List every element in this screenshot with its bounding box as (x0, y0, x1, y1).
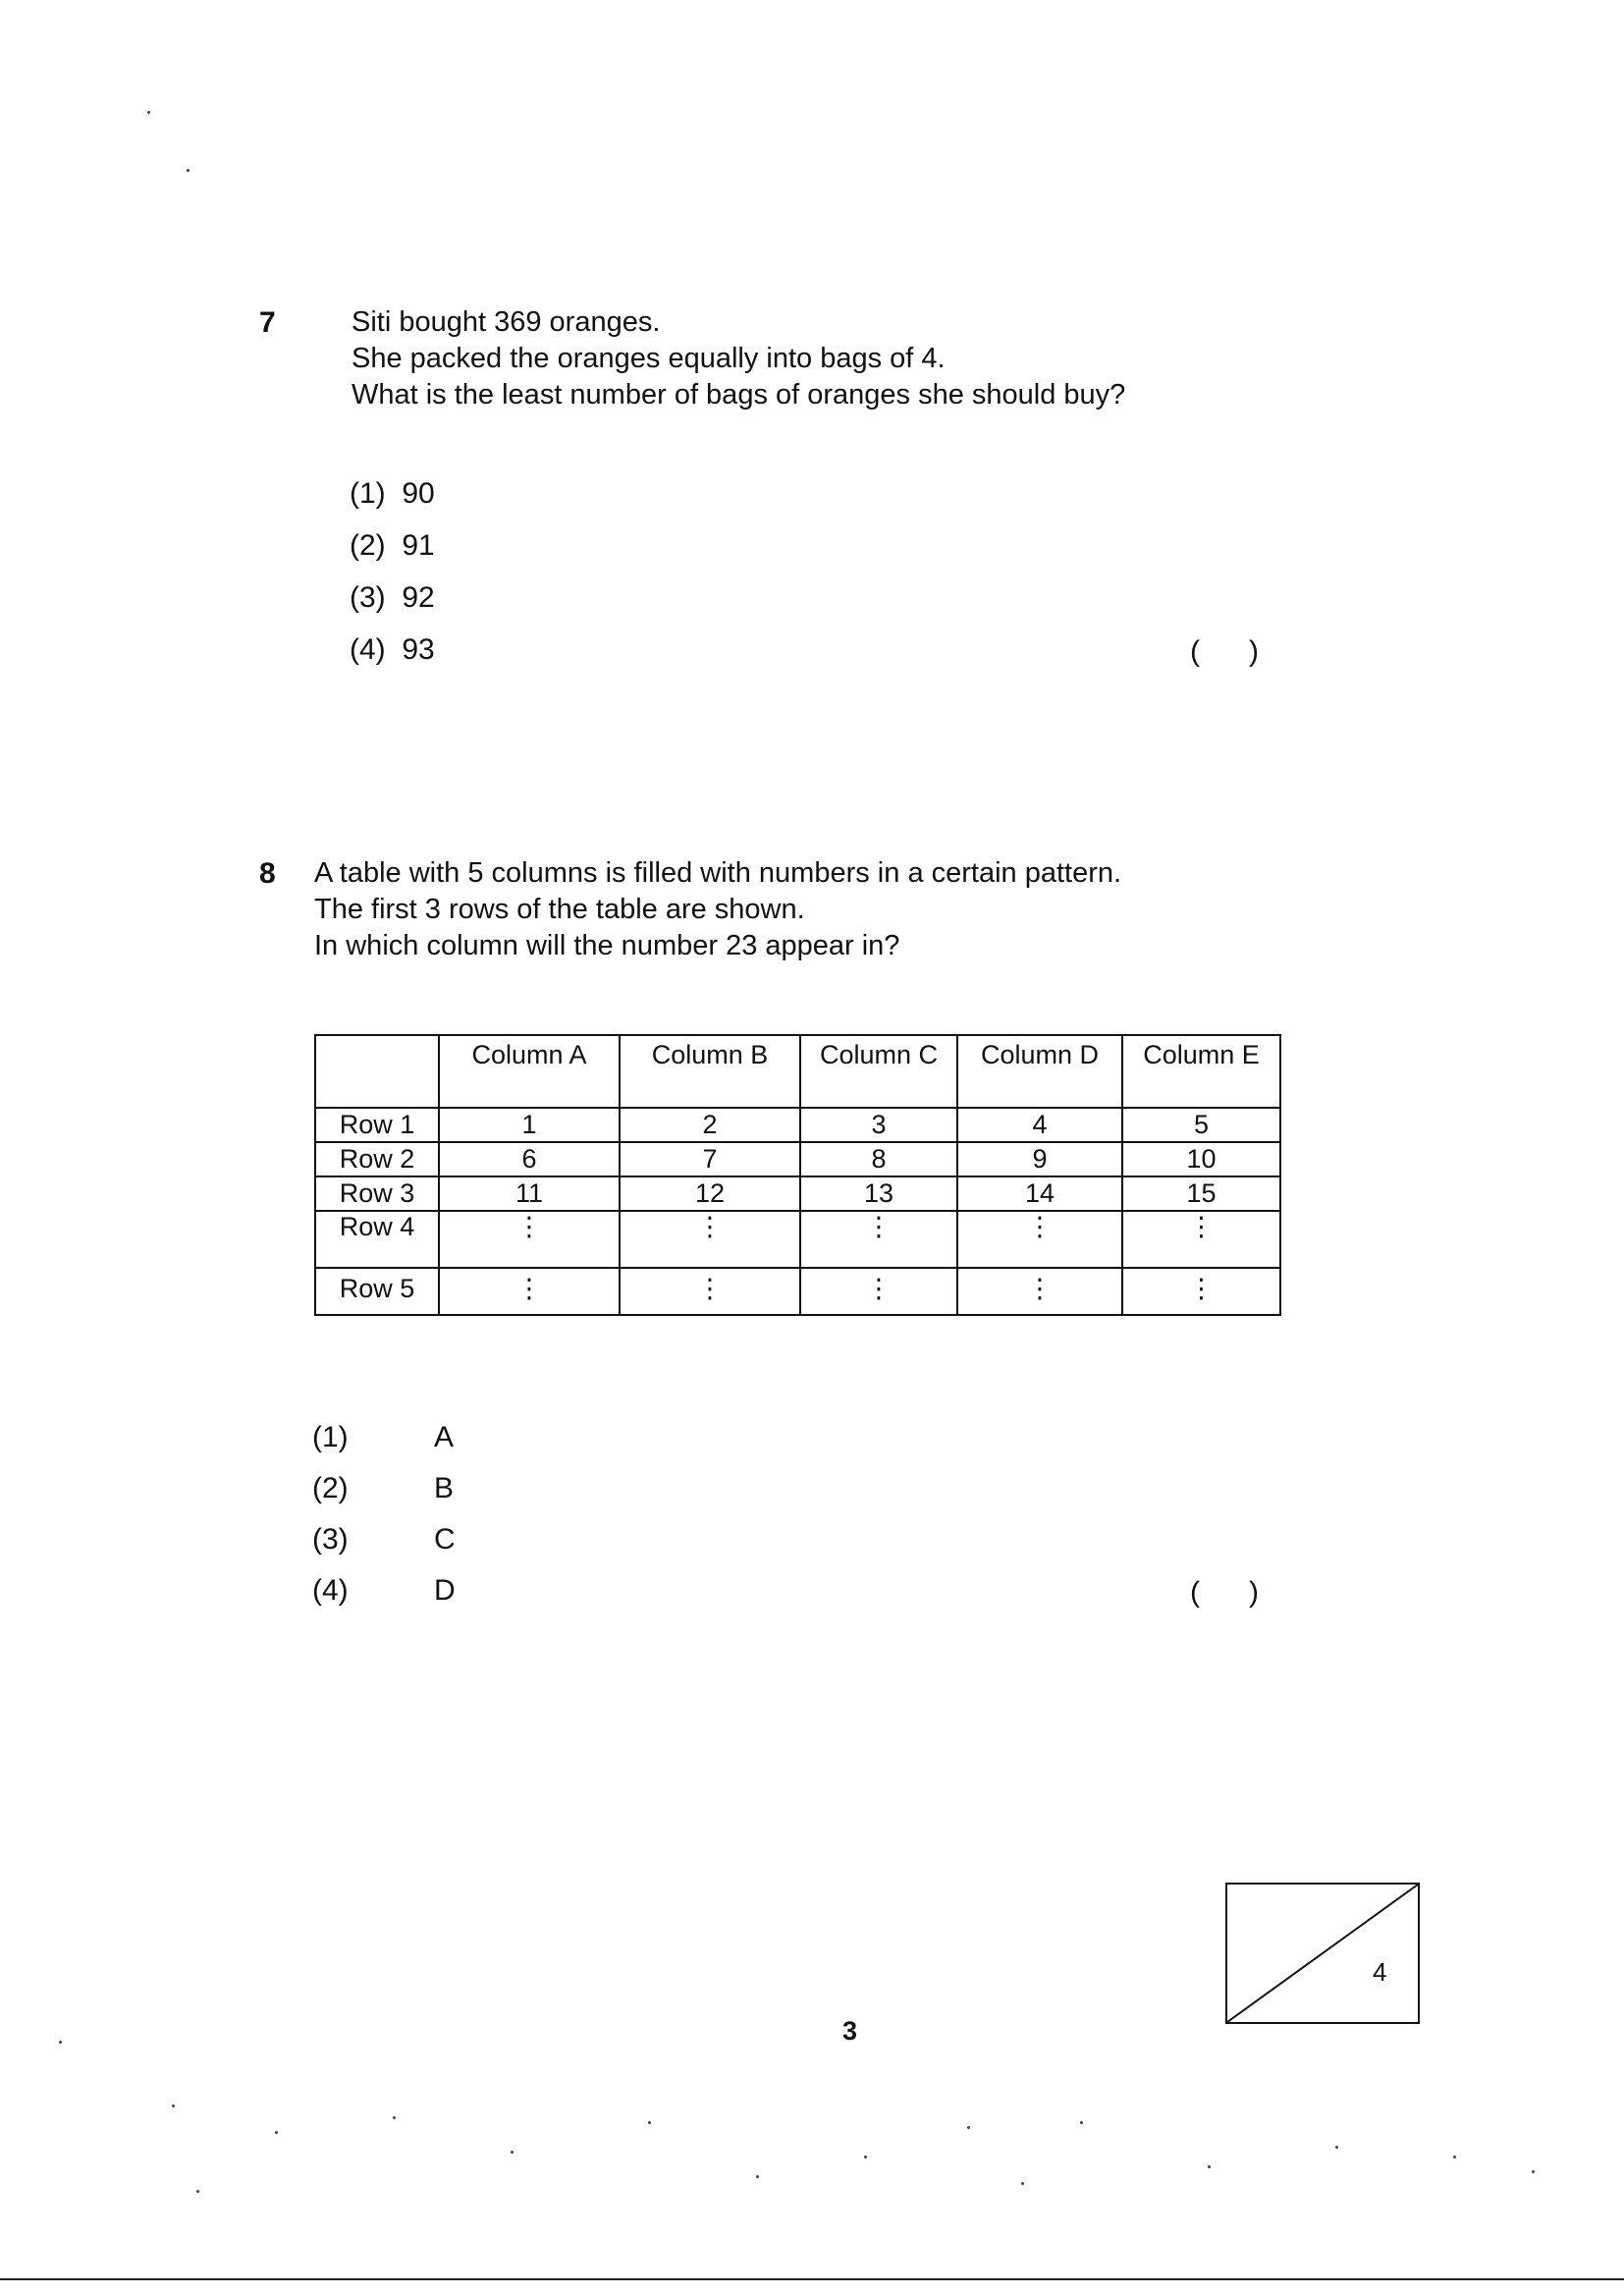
marks-box (1225, 1883, 1420, 2024)
table-corner-cell (315, 1035, 439, 1108)
table-cell: 14 (957, 1176, 1122, 1211)
option-value: 91 (402, 529, 435, 562)
question-7-answer-bracket[interactable]: ( ) (1190, 635, 1259, 668)
question-7-line: She packed the oranges equally into bags of 4. (352, 343, 946, 374)
scan-speck (147, 111, 150, 114)
column-header: Column C (800, 1035, 957, 1108)
column-header: Column E (1122, 1035, 1280, 1108)
question-8-option[interactable] (312, 1523, 456, 1557)
option-value: B (434, 1472, 455, 1504)
question-8-line: The first 3 rows of the table are shown. (314, 894, 805, 925)
question-8-option[interactable] (312, 1421, 455, 1454)
scan-speck (756, 2175, 759, 2178)
table-cell: 4 (957, 1108, 1122, 1142)
scan-speck (393, 2116, 396, 2119)
scan-speck (1208, 2165, 1211, 2168)
table-cell: 1 (439, 1108, 620, 1142)
question-8-number: 8 (259, 857, 276, 890)
column-header: Column A (439, 1035, 620, 1108)
row-header: Row 1 (315, 1108, 439, 1142)
scan-speck (1335, 2146, 1338, 2149)
row-header: Row 2 (315, 1142, 439, 1176)
option-value: 93 (402, 633, 435, 666)
table-cell: ⋮ (1122, 1211, 1280, 1268)
scan-speck (172, 2105, 175, 2107)
scan-speck (1453, 2156, 1456, 2159)
option-label: (3) (350, 581, 386, 614)
option-label: (2) (350, 529, 386, 562)
option-value: 90 (402, 477, 435, 510)
question-8-option[interactable] (312, 1574, 456, 1608)
column-header: Column B (620, 1035, 800, 1108)
scan-speck (511, 2151, 514, 2154)
row-header: Row 5 (315, 1268, 439, 1315)
scan-speck (275, 2131, 278, 2134)
table-row (315, 1108, 1280, 1142)
question-7-line: What is the least number of bags of oranges she should buy? (352, 379, 1126, 410)
table-cell: ⋮ (957, 1268, 1122, 1315)
question-7-option[interactable] (350, 633, 435, 667)
table-cell: 9 (957, 1142, 1122, 1176)
scan-speck (648, 2121, 651, 2124)
option-value: 92 (402, 581, 435, 614)
page-number: 3 (842, 2016, 858, 2046)
scan-speck (1021, 2182, 1024, 2185)
table-cell: ⋮ (1122, 1268, 1280, 1315)
scan-speck (59, 2041, 62, 2044)
question-7-option[interactable] (350, 529, 435, 563)
question-8-option[interactable] (312, 1472, 455, 1505)
scan-speck (1080, 2121, 1083, 2124)
scan-speck (967, 2126, 970, 2129)
question-8-text (314, 855, 1121, 964)
question-7-number: 7 (259, 306, 276, 339)
option-label: (1) (350, 477, 386, 510)
question-8-line: In which column will the number 23 appear in? (314, 930, 900, 961)
option-value: C (434, 1523, 456, 1556)
scan-speck (1532, 2170, 1535, 2173)
scan-speck (864, 2156, 867, 2159)
row-header: Row 4 (315, 1211, 439, 1268)
scan-speck (187, 169, 189, 172)
option-label: (4) (350, 633, 386, 666)
number-pattern-table (314, 1034, 1281, 1316)
option-label: (3) (312, 1523, 349, 1556)
table-cell: ⋮ (439, 1211, 620, 1268)
question-7-text (352, 304, 1125, 413)
table-cell: 15 (1122, 1176, 1280, 1211)
table-cell: 5 (1122, 1108, 1280, 1142)
table-cell: ⋮ (439, 1268, 620, 1315)
table-row (315, 1176, 1280, 1211)
table-cell: 8 (800, 1142, 957, 1176)
page-bottom-rule (0, 2278, 1624, 2280)
table-cell: ⋮ (800, 1211, 957, 1268)
question-7-option[interactable] (350, 477, 435, 511)
table-cell: 12 (620, 1176, 800, 1211)
marks-box-diagonal (1225, 1883, 1420, 2024)
table-cell: 3 (800, 1108, 957, 1142)
question-7-option[interactable] (350, 581, 435, 615)
table-cell: 13 (800, 1176, 957, 1211)
table-cell: 10 (1122, 1142, 1280, 1176)
scan-speck (196, 2190, 199, 2193)
option-value: D (434, 1574, 456, 1607)
option-label: (1) (312, 1421, 349, 1453)
option-value: A (434, 1421, 455, 1453)
question-7-line: Siti bought 369 oranges. (352, 306, 661, 338)
table-header-row (315, 1035, 1280, 1108)
table-cell: 6 (439, 1142, 620, 1176)
column-header: Column D (957, 1035, 1122, 1108)
table-row (315, 1142, 1280, 1176)
table-cell: 11 (439, 1176, 620, 1211)
question-8-answer-bracket[interactable]: ( ) (1190, 1576, 1259, 1609)
option-label: (2) (312, 1472, 349, 1504)
question-8-line: A table with 5 columns is filled with numbers in a certain pattern. (314, 857, 1122, 889)
table-cell: 2 (620, 1108, 800, 1142)
table-cell: ⋮ (620, 1268, 800, 1315)
table-cell: ⋮ (957, 1211, 1122, 1268)
table-row (315, 1268, 1280, 1315)
table-cell: ⋮ (800, 1268, 957, 1315)
option-label: (4) (312, 1574, 349, 1607)
table-cell: 7 (620, 1142, 800, 1176)
marks-box-value: 4 (1373, 1957, 1387, 1987)
row-header: Row 3 (315, 1176, 439, 1211)
table-cell: ⋮ (620, 1211, 800, 1268)
table-row (315, 1211, 1280, 1268)
